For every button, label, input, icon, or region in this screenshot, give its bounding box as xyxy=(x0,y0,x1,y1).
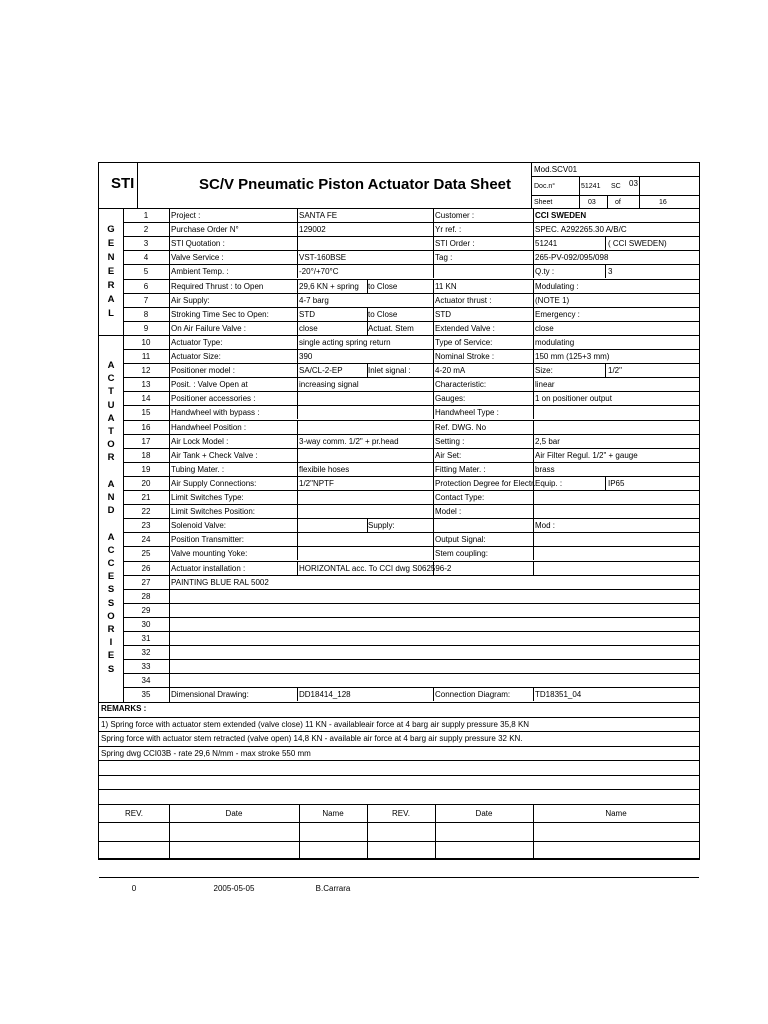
field-value: flexibile hoses xyxy=(299,465,350,474)
grid-line xyxy=(533,405,534,419)
grid-line xyxy=(533,546,534,560)
field-value: (NOTE 1) xyxy=(535,296,570,305)
field-label: Air Tank + Check Valve : xyxy=(171,451,258,460)
grid-line xyxy=(579,195,580,208)
grid-line xyxy=(297,236,298,250)
row-number: 17 xyxy=(141,437,151,446)
field-label: 4-20 mA xyxy=(435,366,466,375)
row-number: 16 xyxy=(141,423,151,432)
field-label: Customer : xyxy=(435,211,475,220)
grid-line xyxy=(533,377,534,391)
grid-line xyxy=(533,504,534,518)
grid-line xyxy=(297,518,298,532)
row-number: 32 xyxy=(141,648,151,657)
field-label: Nominal Stroke : xyxy=(435,352,495,361)
remarks-label: REMARKS : xyxy=(101,704,147,713)
field-value: increasing signal xyxy=(299,380,359,389)
field-label: On Air Failure Valve : xyxy=(171,324,246,333)
grid-line xyxy=(605,363,606,377)
grid-line xyxy=(297,420,298,434)
grid-line xyxy=(533,391,534,405)
field-label: 11 KN xyxy=(435,282,457,291)
grid-line xyxy=(433,349,434,363)
grid-line xyxy=(433,434,434,448)
grid-line xyxy=(531,163,532,209)
revision-date: 2005-05-05 xyxy=(213,884,255,893)
field-label: Handwheel with bypass : xyxy=(171,408,260,417)
grid-line xyxy=(297,264,298,278)
field-label: Ambient Temp. : xyxy=(171,267,229,276)
field-value: 1/2"NPTF xyxy=(299,479,334,488)
field-label: Model : xyxy=(435,507,462,516)
grid-line xyxy=(533,420,534,434)
revision-header: REV. xyxy=(125,809,143,818)
row-number: 28 xyxy=(141,592,151,601)
grid-line xyxy=(533,321,534,335)
grid-line xyxy=(533,335,534,349)
grid-line xyxy=(533,363,534,377)
sheet-label: Sheet xyxy=(534,199,553,206)
row-number: 6 xyxy=(143,282,149,291)
grid-line xyxy=(99,822,699,823)
field-label: Air Supply: xyxy=(171,296,210,305)
grid-line xyxy=(297,476,298,490)
grid-line xyxy=(297,462,298,476)
field-label: Project : xyxy=(171,211,201,220)
grid-line xyxy=(433,391,434,405)
grid-line xyxy=(297,377,298,391)
field-value: close xyxy=(299,324,318,333)
field-value: HORIZONTAL acc. To CCI dwg S062596-2 xyxy=(299,564,452,573)
field-value: SA/CL-2-EP xyxy=(299,366,343,375)
field-label: Air Supply Connections: xyxy=(171,479,257,488)
grid-line xyxy=(99,335,123,336)
doc-revision: 03 xyxy=(629,179,638,188)
grid-line xyxy=(579,176,580,195)
field-label: STI Quotation : xyxy=(171,239,225,248)
grid-line xyxy=(297,546,298,560)
grid-line xyxy=(433,363,434,377)
field-label: Stem coupling: xyxy=(435,549,488,558)
grid-line xyxy=(123,208,699,209)
grid-line xyxy=(297,307,298,321)
grid-line xyxy=(607,195,608,208)
revision-number: 0 xyxy=(131,884,137,893)
grid-line xyxy=(533,349,534,363)
field-value: close xyxy=(535,324,554,333)
field-value: SANTA FE xyxy=(299,211,338,220)
field-label: Valve Service : xyxy=(171,253,224,262)
revision-header: Name xyxy=(605,809,627,818)
grid-line xyxy=(433,236,434,250)
field-label: Air Set: xyxy=(435,451,462,460)
field-label: Actuator Type: xyxy=(171,338,223,347)
grid-line xyxy=(297,208,298,222)
row-number: 4 xyxy=(143,253,149,262)
field-value: modulating xyxy=(535,338,575,347)
field-label: Air Lock Model : xyxy=(171,437,229,446)
field-label: Actuator installation : xyxy=(171,564,246,573)
grid-line xyxy=(605,264,606,278)
grid-line xyxy=(297,490,298,504)
grid-line xyxy=(297,504,298,518)
grid-line xyxy=(169,208,170,702)
grid-line xyxy=(297,561,298,575)
grid-line xyxy=(433,490,434,504)
field-label: Dimensional Drawing: xyxy=(171,690,249,699)
field-value: 4-7 barg xyxy=(299,296,329,305)
grid-line xyxy=(533,687,534,701)
sheet-number: 03 xyxy=(588,199,596,206)
grid-line xyxy=(297,687,298,701)
grid-line xyxy=(297,532,298,546)
grid-line xyxy=(605,236,606,250)
grid-line xyxy=(533,279,534,293)
grid-line xyxy=(433,518,434,532)
field-value: single acting spring return xyxy=(299,338,391,347)
row-number: 21 xyxy=(141,493,151,502)
revision-header: Date xyxy=(225,809,243,818)
field-label: Posit. : Valve Open at xyxy=(171,380,248,389)
grid-line xyxy=(123,617,699,618)
grid-line xyxy=(639,176,640,195)
field-value: brass xyxy=(535,465,555,474)
field-value: Size: xyxy=(535,366,553,375)
grid-line xyxy=(533,208,534,222)
form-code: Mod.SCV01 xyxy=(534,165,578,174)
field-label: Contact Type: xyxy=(435,493,485,502)
row-number: 29 xyxy=(141,606,151,615)
doc-label: Doc.n° xyxy=(534,183,556,190)
grid-line xyxy=(433,321,434,335)
field-label: Type of Service: xyxy=(435,338,493,347)
grid-line xyxy=(433,420,434,434)
grid-line xyxy=(433,462,434,476)
grid-line xyxy=(297,448,298,462)
row-number: 15 xyxy=(141,408,151,417)
grid-line xyxy=(99,702,699,703)
grid-line xyxy=(99,789,699,790)
grid-line xyxy=(297,349,298,363)
field-value: 1 on positioner output xyxy=(535,394,612,403)
revision-header: Date xyxy=(475,809,493,818)
field-label: Valve mounting Yoke: xyxy=(171,549,248,558)
grid-line xyxy=(533,490,534,504)
field-value: 129002 xyxy=(299,225,326,234)
grid-line xyxy=(297,293,298,307)
grid-line xyxy=(433,448,434,462)
field-value: 2,5 bar xyxy=(535,437,560,446)
row-number: 14 xyxy=(141,394,151,403)
grid-line xyxy=(297,321,298,335)
section-label-general: G E N E R A L xyxy=(107,224,115,319)
grid-line xyxy=(123,631,699,632)
field-value: 3-way comm. 1/2" + pr.head xyxy=(299,437,399,446)
field-value: linear xyxy=(535,380,555,389)
section-label-actuator-accessories: A C T U A T O R A N D A C C E S S O R I E S xyxy=(107,359,115,675)
row-number: 31 xyxy=(141,634,151,643)
row-number: 1 xyxy=(143,211,149,220)
grid-line xyxy=(639,195,640,208)
field-label: Output Signal: xyxy=(435,535,486,544)
grid-line xyxy=(433,377,434,391)
grid-line xyxy=(531,176,699,177)
field-label: Purchase Order N° xyxy=(171,225,239,234)
field-value: Q.ty : xyxy=(535,267,555,276)
field-label: Handwheel Type : xyxy=(435,408,499,417)
field-value: Modulating : xyxy=(535,282,579,291)
row-number: 34 xyxy=(141,676,151,685)
field-label: Positioner model : xyxy=(171,366,236,375)
remark-line: Spring force with actuator stem retracted (valve open) 14,8 KN - available air force at 4 barg air supply pressure 32 KN. xyxy=(101,734,523,743)
grid-line xyxy=(297,391,298,405)
grid-line xyxy=(123,645,699,646)
row-number: 18 xyxy=(141,451,151,460)
grid-line xyxy=(99,760,699,761)
grid-line xyxy=(123,659,699,660)
field-value: VST-160BSE xyxy=(299,253,347,262)
revision-name: B.Carrara xyxy=(315,884,351,893)
row-number: 3 xyxy=(143,239,149,248)
grid-line xyxy=(533,561,534,575)
row-number: 25 xyxy=(141,549,151,558)
field-value: IP65 xyxy=(608,479,625,488)
grid-line xyxy=(297,250,298,264)
doc-number: 51241 xyxy=(581,183,601,190)
field-label: Supply: xyxy=(368,521,395,530)
grid-line xyxy=(99,804,699,805)
field-label: Solenoid Valve: xyxy=(171,521,226,530)
row-number: 12 xyxy=(141,366,151,375)
field-label: STD xyxy=(435,310,451,319)
row-number: 19 xyxy=(141,465,151,474)
field-label: to Close xyxy=(368,310,398,319)
field-value: Emergency : xyxy=(535,310,580,319)
grid-line xyxy=(297,335,298,349)
grid-line xyxy=(433,208,434,222)
grid-line xyxy=(533,532,534,546)
grid-line xyxy=(433,687,434,701)
page-title: SC/V Pneumatic Piston Actuator Data Sheet xyxy=(199,176,512,193)
grid-line xyxy=(297,434,298,448)
row-number: 33 xyxy=(141,662,151,671)
field-value: STD xyxy=(299,310,315,319)
grid-line xyxy=(433,264,434,278)
grid-line xyxy=(533,236,534,250)
row-number: 22 xyxy=(141,507,151,516)
field-value: Air Filter Regul. 1/2" + gauge xyxy=(535,451,638,460)
grid-line xyxy=(605,476,606,490)
grid-line xyxy=(297,222,298,236)
field-value: 390 xyxy=(299,352,313,361)
field-label: Position Transmitter: xyxy=(171,535,244,544)
field-value: SPEC. A292265.30 A/B/C xyxy=(535,225,627,234)
row-number: 35 xyxy=(141,690,151,699)
revision-header: Name xyxy=(322,809,344,818)
grid-line xyxy=(433,546,434,560)
field-label: Limit Switches Position: xyxy=(171,507,256,516)
grid-line xyxy=(123,603,699,604)
grid-line xyxy=(297,363,298,377)
field-value: 150 mm (125+3 mm) xyxy=(535,352,610,361)
field-label: Characteristic: xyxy=(435,380,487,389)
grid-line xyxy=(433,250,434,264)
grid-line xyxy=(297,405,298,419)
grid-line xyxy=(433,307,434,321)
grid-line xyxy=(433,293,434,307)
grid-line xyxy=(433,476,434,490)
row-number: 5 xyxy=(143,267,149,276)
field-label: Actuator Size: xyxy=(171,352,221,361)
field-label: Stroking Time Sec to Open: xyxy=(171,310,269,319)
field-value: 29,6 KN + spring xyxy=(299,282,359,291)
grid-line xyxy=(533,293,534,307)
row-number: 23 xyxy=(141,521,151,530)
grid-line xyxy=(433,405,434,419)
grid-line xyxy=(297,279,298,293)
field-label: Connection Diagram: xyxy=(435,690,511,699)
row-number: 7 xyxy=(143,296,149,305)
row-number: 11 xyxy=(141,352,151,361)
sheet-of: of xyxy=(615,199,621,206)
field-value: ( CCI SWEDEN) xyxy=(608,239,667,248)
grid-line xyxy=(99,775,699,776)
grid-line xyxy=(533,222,534,236)
field-label: Protection Degree for Electr. xyxy=(435,479,536,488)
field-label: Positioner accessories : xyxy=(171,394,256,403)
grid-line xyxy=(533,250,534,264)
grid-line xyxy=(99,858,699,859)
grid-line xyxy=(533,518,534,532)
grid-line xyxy=(533,462,534,476)
grid-line xyxy=(123,589,699,590)
row-number: 10 xyxy=(141,338,151,347)
field-label: Yr ref. : xyxy=(435,225,462,234)
remark-line: 1) Spring force with actuator stem extended (valve close) 11 KN - availableair force at 4 barg air supply pressure 35,8 KN xyxy=(101,720,530,729)
field-label: Actuator thrust : xyxy=(435,296,492,305)
field-label: Required Thrust : to Open xyxy=(171,282,264,291)
field-label: Inlet signal : xyxy=(368,366,411,375)
row-number: 2 xyxy=(143,225,149,234)
field-value: CCI SWEDEN xyxy=(535,211,587,220)
field-label: Tag : xyxy=(435,253,453,262)
field-label: Fitting Mater. : xyxy=(435,465,486,474)
grid-line xyxy=(433,279,434,293)
row-number: 27 xyxy=(141,578,151,587)
row-number: 24 xyxy=(141,535,151,544)
row-number: 9 xyxy=(143,324,149,333)
data-sheet xyxy=(98,162,700,893)
grid-line xyxy=(433,532,434,546)
field-label: Extended Valve : xyxy=(435,324,495,333)
row-number: 26 xyxy=(141,564,151,573)
field-label: Actuat. Stem xyxy=(368,324,414,333)
row-number: 20 xyxy=(141,479,151,488)
field-value: -20°/+70°C xyxy=(299,267,339,276)
field-label: to Close xyxy=(368,282,398,291)
field-value: 1/2" xyxy=(608,366,622,375)
company-logo: STI xyxy=(111,175,135,192)
field-value: 265-PV-092/095/098 xyxy=(535,253,609,262)
field-value: DD18414_128 xyxy=(299,690,351,699)
grid-line xyxy=(433,335,434,349)
grid-line xyxy=(123,673,699,674)
grid-line xyxy=(533,307,534,321)
grid-line xyxy=(99,841,699,842)
row-number: 13 xyxy=(141,380,151,389)
grid-line xyxy=(433,222,434,236)
field-value: TD18351_04 xyxy=(535,690,582,699)
remark-line: Spring dwg CCI03B - rate 29,6 N/mm - max stroke 550 mm xyxy=(101,749,311,758)
field-label: Gauges: xyxy=(435,394,466,403)
grid-line xyxy=(533,448,534,462)
grid-line xyxy=(533,434,534,448)
grid-line xyxy=(137,163,138,209)
grid-line xyxy=(99,877,699,878)
grid-line xyxy=(533,264,534,278)
grid-line xyxy=(433,504,434,518)
field-value: 3 xyxy=(608,267,613,276)
revision-header: REV. xyxy=(392,809,410,818)
field-label: STI Order : xyxy=(435,239,475,248)
doc-sc: SC xyxy=(611,183,621,190)
row-number: 30 xyxy=(141,620,151,629)
field-value: Mod : xyxy=(535,521,556,530)
sheet-total: 16 xyxy=(659,199,667,206)
field-label: Ref. DWG. No xyxy=(435,423,487,432)
row-number: 8 xyxy=(143,310,149,319)
field-label: Tubing Mater. : xyxy=(171,465,225,474)
field-label: Limit Switches Type: xyxy=(171,493,244,502)
field-label: Handwheel Position : xyxy=(171,423,247,432)
field-value: Equip. : xyxy=(535,479,563,488)
field-label: PAINTING BLUE RAL 5002 xyxy=(171,578,269,587)
field-value: 51241 xyxy=(535,239,558,248)
field-label: Setting : xyxy=(435,437,465,446)
